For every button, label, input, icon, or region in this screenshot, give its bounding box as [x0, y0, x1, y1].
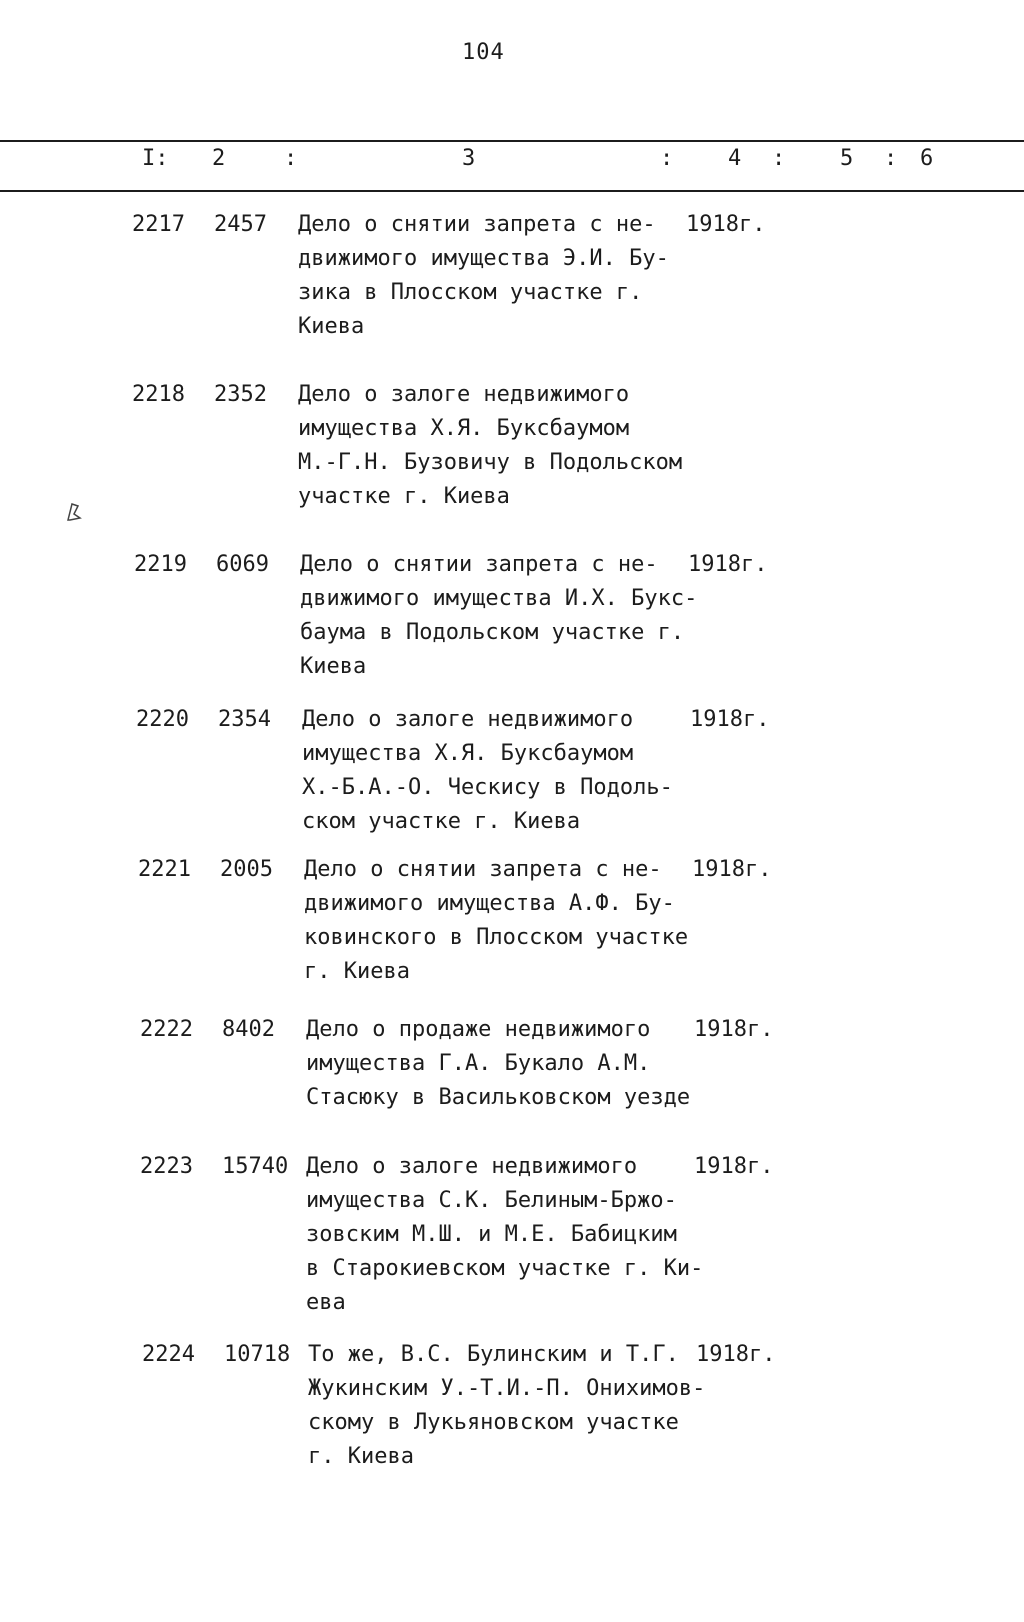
- case-number: 10718: [224, 1342, 291, 1367]
- case-title-line: Дело о залоге недвижимого: [298, 382, 630, 407]
- case-title-line: Дело о снятии запрета с не-: [304, 857, 662, 882]
- case-number: 2457: [214, 212, 267, 237]
- case-title: [306, 1013, 746, 1115]
- case-title-line: Киева: [300, 654, 367, 679]
- header-col-1: I:: [142, 146, 169, 171]
- case-title-line: баума в Подольском участке г.: [300, 620, 685, 645]
- page-number: 104: [462, 40, 505, 65]
- case-title: [306, 1150, 746, 1320]
- entry-number: 2222: [140, 1017, 193, 1042]
- header-separator: :: [884, 146, 898, 171]
- header-col-4: 4: [728, 146, 742, 171]
- case-year: 1918г.: [686, 212, 766, 237]
- entry-number: 2218: [132, 382, 185, 407]
- case-title-line: Дело о залоге недвижимого: [302, 707, 634, 732]
- case-title-line: Дело о снятии запрета с не-: [300, 552, 658, 577]
- margin-pencil-mark-icon: [62, 500, 86, 524]
- case-number: 6069: [216, 552, 269, 577]
- header-col-2: 2: [212, 146, 226, 171]
- case-number: 8402: [222, 1017, 275, 1042]
- case-title-line: имущества С.К. Белиным-Бржо-: [306, 1188, 677, 1213]
- case-title-line: То же, В.С. Булинским и Т.Г.: [308, 1342, 679, 1367]
- header-col-3: 3: [462, 146, 476, 171]
- case-title-line: движимого имущества А.Ф. Бу-: [304, 891, 675, 916]
- case-number: 2005: [220, 857, 273, 882]
- entry-number: 2220: [136, 707, 189, 732]
- case-title: [298, 208, 738, 344]
- case-year: 1918г.: [688, 552, 768, 577]
- case-title-line: г. Киева: [304, 959, 410, 984]
- case-title-line: Стасюку в Васильковском уезде: [306, 1085, 691, 1110]
- case-title: [298, 378, 738, 514]
- case-title-line: Киева: [298, 314, 365, 339]
- case-title-line: Дело о продаже недвижимого: [306, 1017, 651, 1042]
- case-title-line: движимого имущества И.Х. Букс-: [300, 586, 698, 611]
- case-year: 1918г.: [696, 1342, 776, 1367]
- case-title-line: имущества Х.Я. Буксбаумом: [298, 416, 630, 441]
- entry-number: 2221: [138, 857, 191, 882]
- case-title-line: ском участке г. Киева: [302, 809, 581, 834]
- case-title: [302, 703, 742, 839]
- case-number: 2352: [214, 382, 267, 407]
- case-title-line: Жукинским У.-Т.И.-П. Онихимов-: [308, 1376, 706, 1401]
- header-col-5: 5: [840, 146, 854, 171]
- case-number: 2354: [218, 707, 271, 732]
- case-title-line: зика в Плосском участке г.: [298, 280, 643, 305]
- header-col-6: 6: [920, 146, 934, 171]
- entry-number: 2219: [134, 552, 187, 577]
- entry-number: 2217: [132, 212, 185, 237]
- case-year: 1918г.: [694, 1154, 774, 1179]
- case-title-line: имущества Г.А. Букало А.М.: [306, 1051, 651, 1076]
- case-title-line: Х.-Б.А.-О. Ческису в Подоль-: [302, 775, 673, 800]
- entry-number: 2224: [142, 1342, 195, 1367]
- case-title-line: ева: [306, 1290, 346, 1315]
- case-year: 1918г.: [694, 1017, 774, 1042]
- case-title: [308, 1338, 748, 1474]
- case-title: [300, 548, 740, 684]
- case-year: 1918г.: [690, 707, 770, 732]
- header-top-rule: [0, 140, 1024, 142]
- case-title-line: Дело о снятии запрета с не-: [298, 212, 656, 237]
- case-year: 1918г.: [692, 857, 772, 882]
- case-title-line: Дело о залоге недвижимого: [306, 1154, 638, 1179]
- case-title: [304, 853, 744, 989]
- case-title-line: г. Киева: [308, 1444, 414, 1469]
- case-title-line: движимого имущества Э.И. Бу-: [298, 246, 669, 271]
- header-separator: :: [660, 146, 674, 171]
- case-title-line: участке г. Киева: [298, 484, 510, 509]
- case-title-line: имущества Х.Я. Буксбаумом: [302, 741, 634, 766]
- case-title-line: зовским М.Ш. и М.Е. Бабицким: [306, 1222, 677, 1247]
- case-title-line: скому в Лукьяновском участке: [308, 1410, 679, 1435]
- entry-number: 2223: [140, 1154, 193, 1179]
- header-separator: :: [772, 146, 786, 171]
- header-separator: :: [284, 146, 298, 171]
- case-number: 15740: [222, 1154, 289, 1179]
- case-title-line: М.-Г.Н. Бузовичу в Подольском: [298, 450, 683, 475]
- header-bottom-rule: [0, 190, 1024, 192]
- case-title-line: ковинского в Плосском участке: [304, 925, 689, 950]
- case-title-line: в Старокиевском участке г. Ки-: [306, 1256, 704, 1281]
